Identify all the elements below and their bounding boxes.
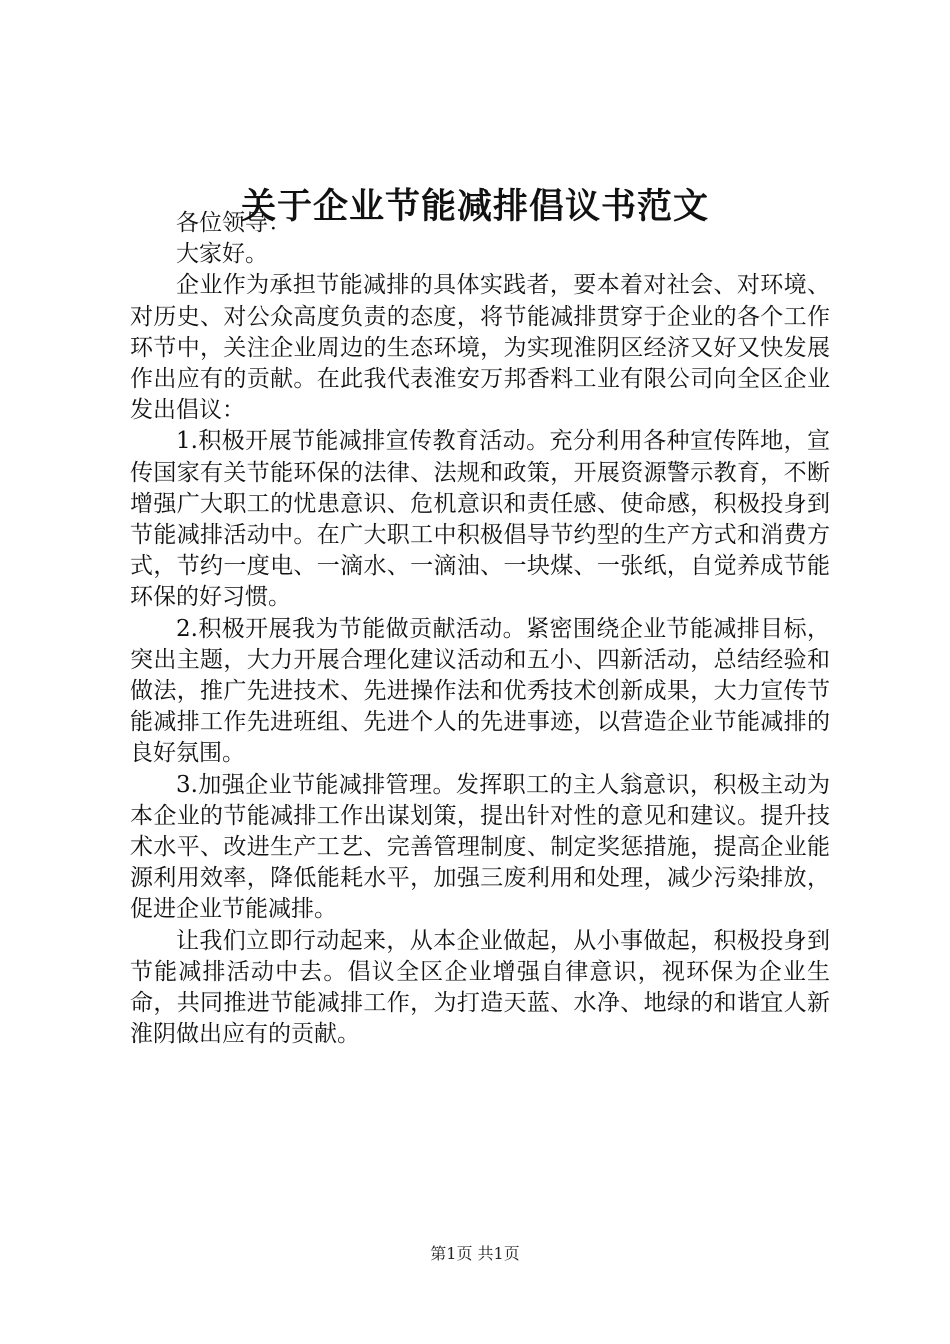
- greeting: 大家好。: [176, 241, 268, 268]
- salutation: 各位领导：: [176, 210, 291, 236]
- intro-paragraph: 企业作为承担节能减排的具体实践者，要本着对社会、对环境、对历史、对公众高度负责的态度，将节能减排贯穿于企业的各个工作环节中，关注企业周边的生态环境，为实现淮阴区经济又好又快发展作出应有的贡献。在此我代表淮安万邦香料工业有限公司向全区企业发出倡议：: [130, 272, 830, 424]
- page-footer: 第1页 共1页: [430, 1244, 520, 1263]
- closing-paragraph: 让我们立即行动起来，从本企业做起，从小事做起，积极投身到节能减排活动中去。倡议全区企业增强自律意识，视环保为企业生命，共同推进节能减排工作，为打造天蓝、水净、地绿的和谐宜人新淮阴做出应有的贡献。: [130, 927, 830, 1048]
- document-title: 关于企业节能减排倡议书范文: [240, 186, 709, 227]
- proposal-item-3: 3.加强企业节能减排管理。发挥职工的主人翁意识，积极主动为本企业的节能减排工作出谋划策，提出针对性的意见和建议。提升技术水平、改进生产工艺、完善管理制度、制定奖惩措施，提高企业能源利用效率，降低能耗水平，加强三废利用和处理，减少污染排放，促进企业节能减排。: [130, 771, 830, 923]
- proposal-item-2: 2.积极开展我为节能做贡献活动。紧密围绕企业节能减排目标，突出主题，大力开展合理化建议活动和五小、四新活动，总结经验和做法，推广先进技术、先进操作法和优秀技术创新成果，大力宣传节能减排工作先进班组、先进个人的先进事迹，以营造企业节能减排的良好氛围。: [130, 615, 830, 767]
- document-body: [130, 208, 830, 1050]
- proposal-item-1: 1.积极开展节能减排宣传教育活动。充分利用各种宣传阵地，宣传国家有关节能环保的法律、法规和政策，开展资源警示教育，不断增强广大职工的忧患意识、危机意识和责任感、使命感，积极投身到节能减排活动中。在广大职工中积极倡导节约型的生产方式和消费方式，节约一度电、一滴水、一滴油、一块煤、一张纸，自觉养成节能环保的好习惯。: [130, 428, 830, 611]
